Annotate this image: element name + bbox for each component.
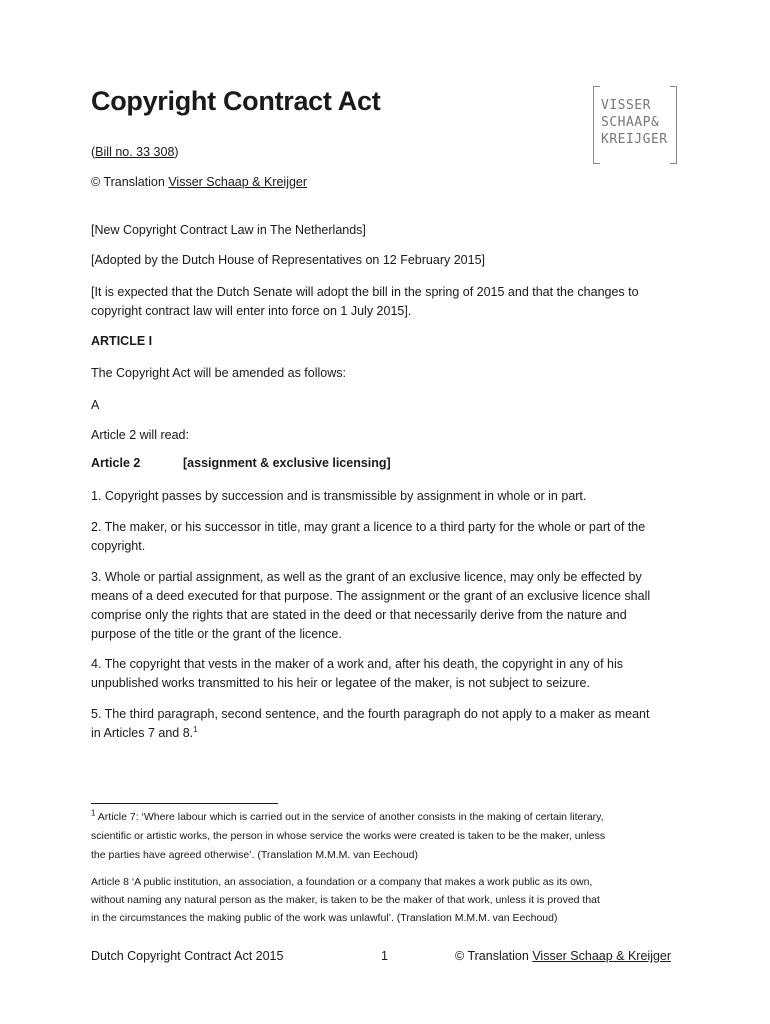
footnote-marker: 1 [91,808,96,818]
intro-paragraph-3-line-1: [It is expected that the Dutch Senate will adopt the bill in the spring of 2015 and that the changes to [91,285,639,299]
article-heading: ARTICLE I [91,334,153,348]
logo-line-2: SCHAAP& [601,115,660,130]
footnote-separator [91,803,278,804]
paragraph-3-line-2: means of a deed executed for that purpose. The assignment or the grant of an exclusive licence shall [91,589,651,603]
intro-paragraph-1: [New Copyright Contract Law in The Netherlands] [91,223,366,237]
bill-number-line: (Bill no. 33 308) [91,145,179,159]
article2-title: [assignment & exclusive licensing] [183,456,391,470]
footnote-reference[interactable]: 1 [193,724,198,734]
section-letter: A [91,398,100,412]
translation-prefix: © Translation [91,175,169,189]
paragraph-3-line-3: comprise only the rights that are stated in the deed or that necessarily derive from the nature and [91,608,627,622]
footnote-1-line-1 [91,808,691,827]
paragraph-5-line-2 [91,724,691,743]
footer-translation-prefix: © Translation [455,949,533,963]
paragraph-5-line-1: 5. The third paragraph, second sentence, and the fourth paragraph do not apply to a maker as meant [91,707,650,721]
footer-right [455,949,671,963]
footnote-2-line-3: in the circumstances the making public of the work was unlawful’. (Translation M.M.M. van Eechoud) [91,912,558,924]
article2-intro: Article 2 will read: [91,428,189,442]
footer-firm-link[interactable]: Visser Schaap & Kreijger [532,949,672,963]
footnote-1-line-3: the parties have agreed otherwise’. (Translation M.M.M. van Eechoud) [91,849,419,861]
paragraph-5-text: in Articles 7 and 8. [91,726,194,740]
logo-line-3: KREIJGER [601,132,668,147]
paragraph-4-line-1: 4. The copyright that vests in the maker of a work and, after his death, the copyright in any of his [91,657,624,671]
paragraph-3-line-1: 3. Whole or partial assignment, as well as the grant of an exclusive licence, may only be effected by [91,570,642,584]
paragraph-2-line-2: copyright. [91,539,146,553]
article2-label: Article 2 [91,456,141,470]
paragraph-1: 1. Copyright passes by succession and is transmissible by assignment in whole or in part. [91,489,587,503]
paragraph-3-line-4: purpose of the title or the grant of the licence. [91,627,342,641]
footnote-1-text: Article 7: ‘Where labour which is carried out in the service of another consists in the making of certain literary, [95,811,604,823]
paragraph-4-line-2: unpublished works transmitted to his heir or legatee of the maker, is not subject to seizure. [91,676,590,690]
logo-line-1: VISSER [601,98,651,113]
document-title: Copyright Contract Act [91,86,381,116]
footer-left: Dutch Copyright Contract Act 2015 [91,949,284,963]
intro-paragraph-3-line-2: copyright contract law will enter into force on 1 July 2015]. [91,304,412,318]
bill-number-link[interactable]: Bill no. 33 308 [95,145,175,159]
footnote-1-line-2: scientific or artistic works, the person in whose service the works were created is taken to be the maker, unless [91,830,606,842]
translation-credit [91,173,691,192]
amendment-text: The Copyright Act will be amended as follows: [91,366,346,380]
translation-firm-link[interactable]: Visser Schaap & Kreijger [168,175,308,189]
intro-paragraph-2: [Adopted by the Dutch House of Representatives on 12 February 2015] [91,253,485,267]
page-number: 1 [381,949,388,963]
paragraph-2-line-1: 2. The maker, or his successor in title, may grant a licence to a third party for the whole or part of the [91,520,646,534]
footnote-2-line-2: without naming any natural person as the maker, is taken to be the maker of that work, unless it is proved that [91,894,600,906]
footnote-2-line-1: Article 8 ‘A public institution, an association, a foundation or a company that makes a work public as its own, [91,876,593,888]
